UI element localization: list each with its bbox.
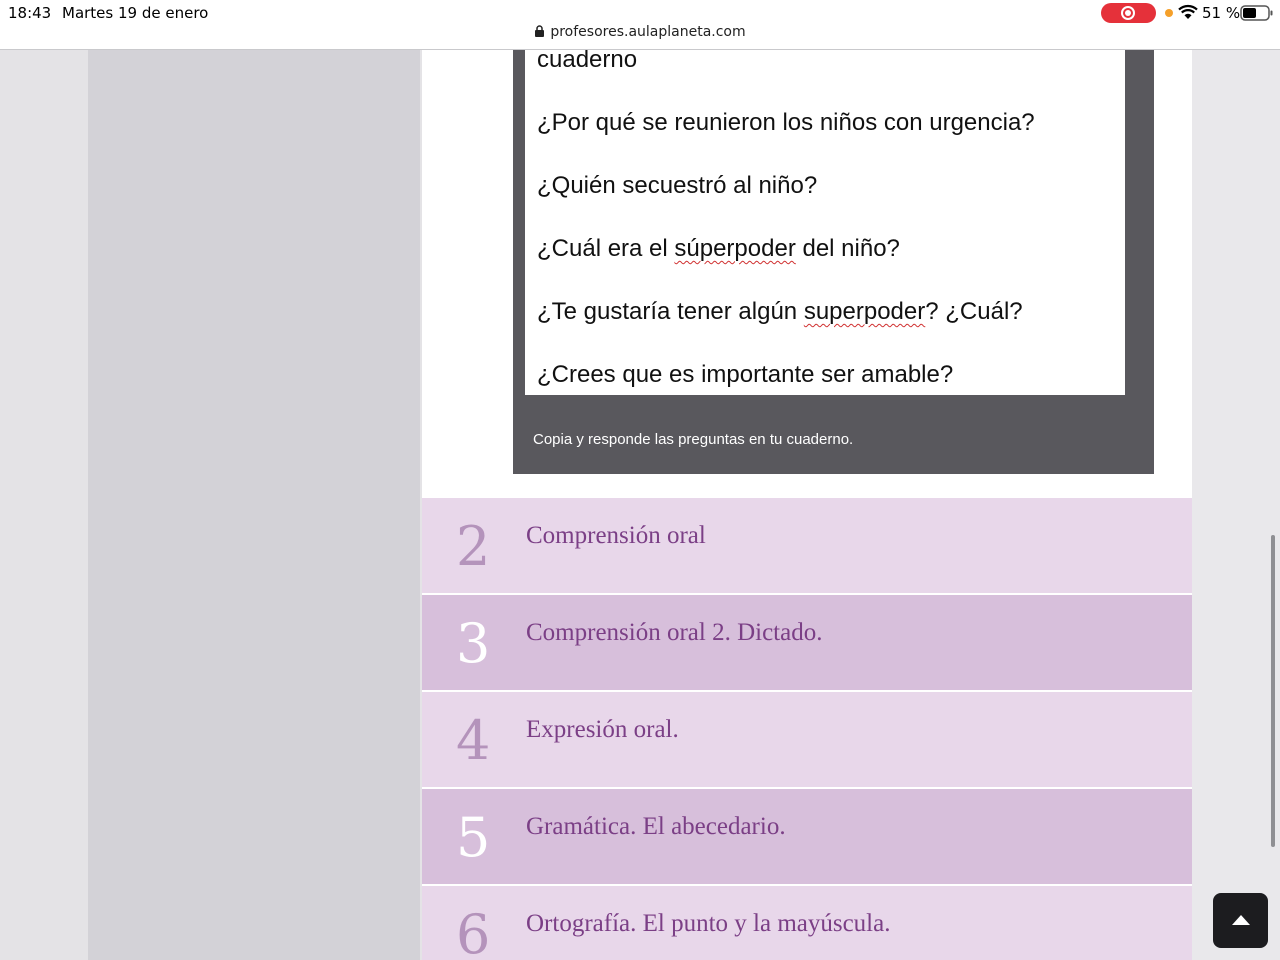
battery-percentage: 51 % — [1202, 4, 1241, 22]
lesson-number: 2 — [456, 515, 491, 578]
right-side-panel — [1192, 50, 1280, 960]
lesson-number: 3 — [456, 612, 491, 675]
url-domain: profesores.aulaplaneta.com — [550, 24, 746, 40]
status-time: 18:43 — [8, 4, 52, 22]
browser-top-bar — [0, 0, 1280, 50]
slide-text-line: cuaderno — [537, 50, 638, 73]
lesson-title[interactable]: Comprensión oral 2. Dictado. — [526, 619, 823, 646]
slide-question-1: ¿Por qué se reunieron los niños con urgencia? — [537, 109, 1035, 136]
screen-recording-icon[interactable] — [1101, 3, 1156, 23]
slide-question-4: ¿Te gustaría tener algún superpoder? ¿Cuál? — [537, 298, 1023, 325]
slide-image — [525, 50, 1125, 395]
status-date: Martes 19 de enero — [62, 4, 209, 22]
slide-question-2: ¿Quién secuestró al niño? — [537, 172, 818, 199]
battery-icon — [1240, 5, 1274, 21]
wifi-icon — [1178, 4, 1198, 20]
lesson-title[interactable]: Ortografía. El punto y la mayúscula. — [526, 910, 891, 937]
slide-viewer[interactable] — [513, 50, 1154, 474]
slide-caption: Copia y responde las preguntas en tu cuaderno. — [533, 431, 854, 448]
lesson-title[interactable]: Gramática. El abecedario. — [526, 813, 786, 840]
lesson-title[interactable]: Comprensión oral — [526, 522, 706, 549]
left-side-panel — [88, 50, 420, 960]
lesson-number: 4 — [456, 709, 491, 772]
mic-indicator-icon — [1165, 9, 1173, 17]
page-scrollbar[interactable] — [1271, 535, 1275, 847]
lock-icon — [534, 25, 545, 37]
back-to-top-arrow-icon[interactable] — [1213, 893, 1268, 948]
lesson-item[interactable] — [422, 593, 1192, 690]
slide-question-3: ¿Cuál era el súperpoder del niño? — [537, 235, 900, 262]
lesson-item[interactable] — [422, 787, 1192, 884]
lesson-item[interactable] — [422, 496, 1192, 593]
lesson-item[interactable] — [422, 690, 1192, 787]
lesson-item[interactable] — [422, 884, 1192, 960]
lesson-title[interactable]: Expresión oral. — [526, 716, 679, 743]
url-bar[interactable] — [0, 24, 1280, 40]
lesson-number: 5 — [456, 806, 491, 869]
lesson-list — [422, 496, 1192, 960]
main-content — [422, 50, 1192, 960]
slide-question-5: ¿Crees que es importante ser amable? — [537, 361, 954, 388]
lesson-number: 6 — [456, 903, 491, 960]
